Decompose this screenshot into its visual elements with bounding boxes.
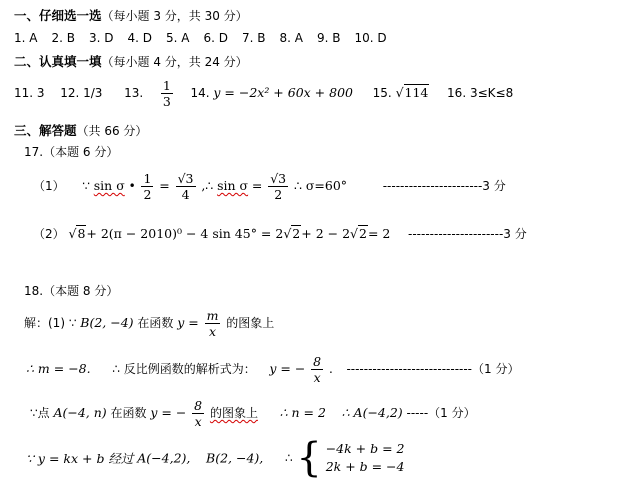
answer-11: 11. 3 — [14, 86, 45, 100]
section1-answers — [14, 31, 401, 45]
q17-p1-sin: sin σ — [93, 178, 125, 193]
q17-p2-label: （2） — [33, 227, 65, 241]
q17-p1-root3-over-4: $\frac{√3}{4}$ — [177, 171, 194, 202]
q18-line1 — [24, 306, 274, 340]
section3-title: 三、解答题 — [14, 123, 77, 138]
section2-title: 二、认真填一填 — [14, 54, 102, 69]
q18-l2-dot: . — [328, 362, 333, 376]
q17-part2 — [33, 225, 527, 242]
q18-l4-A: A(−4,2), — [137, 450, 191, 466]
q18-l3-fraction: $\frac{8}{x}$ — [194, 398, 203, 429]
q18-l4-eq2: 2k + b = −4 — [325, 459, 405, 474]
q17-header: 17.（本题 6 分） — [24, 145, 119, 159]
q18-line3 — [30, 396, 476, 430]
answer-14-expression: y = −2x² + 60x + 800 — [213, 85, 353, 100]
q17-p2-expression: √8+ 2(π − 2010)⁰ − 4 sin 45° = 2√2+ 2 − 2√2= 2 — [68, 226, 391, 241]
answer-item: 5. A — [166, 31, 190, 45]
q18-l3-y: y = − — [150, 405, 187, 420]
answer-item: 8. A — [279, 31, 303, 45]
q18-l2-y: y = − — [269, 361, 306, 376]
answer-item: 1. A — [14, 31, 38, 45]
answer-15-label: 15. — [372, 86, 392, 100]
answer-12: 12. 1/3 — [60, 86, 103, 100]
q18-l4-system — [326, 440, 405, 476]
q18-l4-therefore: ∴ — [284, 451, 293, 465]
q17-p1-dot: • — [128, 179, 136, 193]
q18-l1-prefix: 解：(1) ∵ — [24, 316, 77, 330]
q17-p1-eq: = — [159, 178, 170, 193]
answer-13-label: 13. — [124, 86, 144, 100]
answer-14-label: 14. — [190, 86, 210, 100]
q17-p2-score: ----------------------3 分 — [408, 227, 527, 241]
q18-l1-point: B(2, −4) — [80, 315, 134, 330]
answer-item: 3. D — [88, 31, 114, 45]
answer-16-label: 16. — [447, 86, 467, 100]
section3-heading — [14, 121, 147, 139]
q18-l4-B: B(2, −4), — [206, 450, 264, 466]
q17-p1-result: ∴ σ=60° — [293, 178, 348, 193]
q18-l1-y: y = — [177, 315, 199, 330]
q17-p1-root3-over-2: $\frac{√3}{2}$ — [270, 171, 287, 202]
system-brace: { — [296, 435, 322, 481]
q17-p1-eq2: = — [251, 178, 263, 193]
q17-p1-half: $\frac{1}{2}$ — [143, 171, 152, 202]
section2-heading — [14, 52, 248, 70]
q18-l3-prefix: ∵点 — [30, 406, 50, 420]
because-symbol: ∵ — [82, 179, 90, 193]
q18-line2 — [26, 352, 519, 386]
section1-note: （每小题 3 分，共 30 分） — [101, 9, 248, 23]
q17-p1-sin2: sin σ — [217, 178, 249, 193]
answer-item: 7. B — [242, 31, 266, 45]
q17-p1-label: （1） — [33, 179, 65, 193]
q18-line4 — [26, 435, 405, 482]
answer-13-fraction: $\frac{1}{3}$ — [162, 78, 171, 109]
section1-heading — [14, 6, 248, 24]
q18-l2-m: ∴ m = −8. — [26, 361, 91, 376]
answer-item: 6. D — [203, 31, 229, 45]
q18-l4-prefix: ∵ y = kx + b 经过 — [26, 451, 134, 466]
q17-p1-therefore: ,∴ — [201, 178, 214, 193]
answer-item: 2. B — [51, 31, 75, 45]
section2-note: （每小题 4 分，共 24 分） — [101, 55, 248, 69]
q18-l4-eq1: −4k + b = 2 — [325, 441, 405, 456]
q18-l2-mid: ∴ 反比例函数的解析式为： — [112, 362, 256, 376]
q18-l1-post: 的图象上 — [226, 316, 275, 330]
q18-l3-A: ∴ A(−4,2) — [341, 405, 403, 420]
q18-l3-point: A(−4, n) — [53, 405, 107, 420]
section1-title: 一、仔细选一选 — [14, 8, 102, 23]
answer-item: 4. D — [127, 31, 153, 45]
q18-l1-fraction: $\frac{m}{x}$ — [206, 308, 219, 339]
q18-header: 18.（本题 8 分） — [24, 284, 119, 298]
q18-l3-post: 的图象上 — [209, 406, 258, 420]
q18-l3-n: ∴ n = 2 — [279, 405, 326, 420]
section3-note: （共 66 分） — [76, 124, 148, 138]
q18-l2-fraction: $\frac{8}{x}$ — [313, 354, 322, 385]
answer-item: 10. D — [354, 31, 387, 45]
q18-l3-mid: 在函数 — [110, 406, 147, 420]
answer-16-value: 3≤K≤8 — [469, 86, 514, 100]
q18-l3-score: -----（1 分） — [406, 406, 476, 420]
q18-l1-mid: 在函数 — [137, 316, 174, 330]
q18-l2-score: -----------------------------（1 分） — [346, 362, 520, 376]
answer-item: 9. B — [317, 31, 341, 45]
q17-part1 — [33, 168, 506, 204]
section2-answers — [14, 78, 513, 109]
q17-p1-score: -----------------------3 分 — [382, 179, 506, 193]
answer-15-value: √114 — [395, 85, 429, 100]
